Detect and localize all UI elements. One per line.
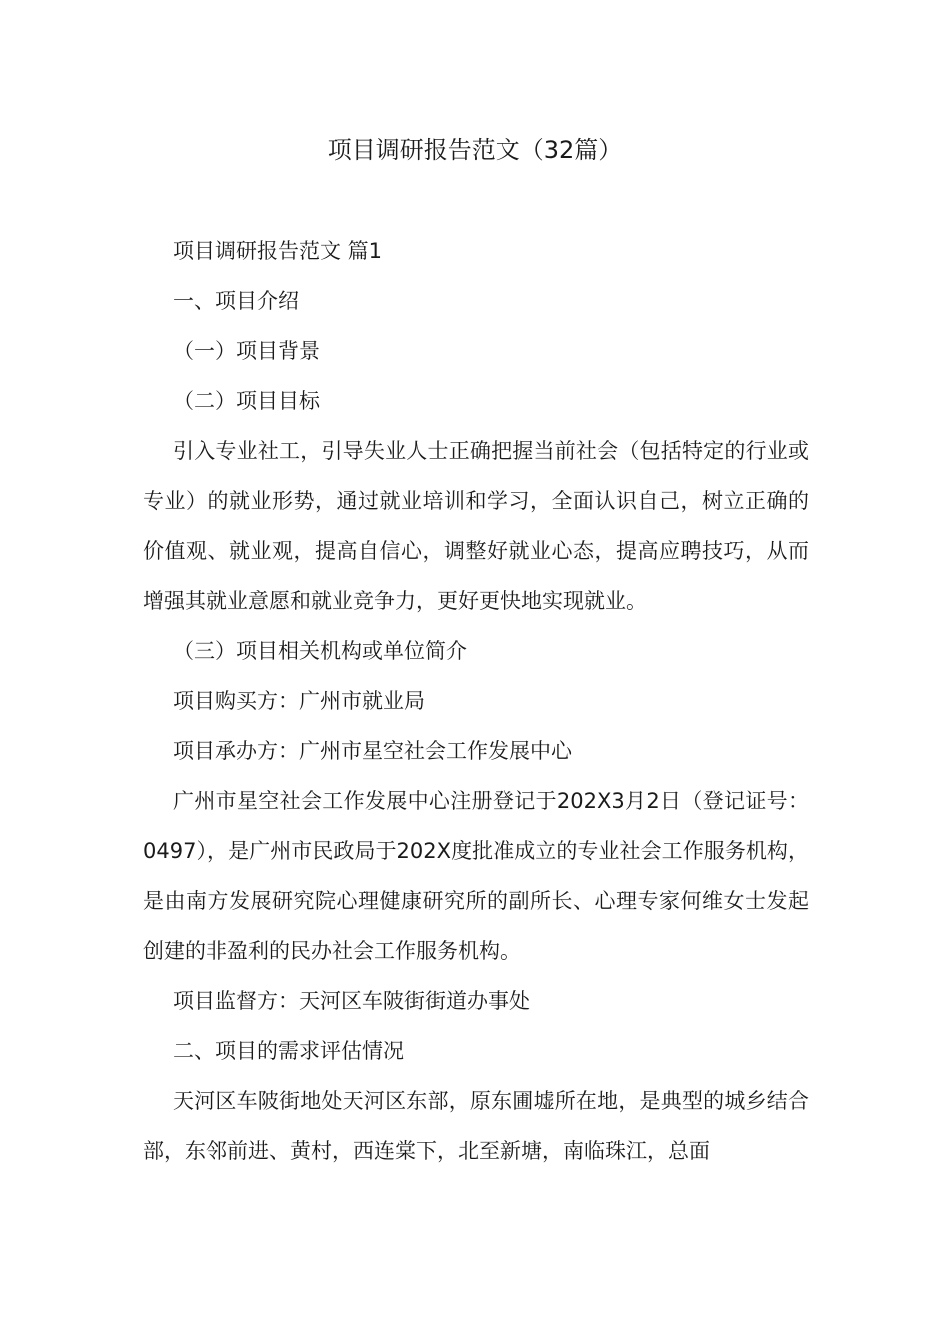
body-paragraph: 天河区车陂街地处天河区东部，原东圃墟所在地，是典型的城乡结合部，东邻前进、黄村，西连棠下，北至新塘，南临珠江，总面: [143, 1089, 809, 1163]
document-body: [143, 226, 809, 1176]
body-paragraph: 项目承办方：广州市星空社会工作发展中心: [173, 739, 572, 763]
body-paragraph: 引入专业社工，引导失业人士正确把握当前社会（包括特定的行业或专业）的就业形势，通过就业培训和学习，全面认识自己，树立正确的价值观、就业观，提高自信心，调整好就业心态，提高应聘技巧，从而增强其就业意愿和就业竞争力，更好更快地实现就业。: [143, 439, 809, 613]
body-paragraph: 项目监督方：天河区车陂街街道办事处: [173, 989, 530, 1013]
subsection-heading: （二）项目目标: [173, 389, 320, 413]
subsection-heading: （三）项目相关机构或单位简介: [173, 639, 467, 663]
document-title: 项目调研报告范文（32篇）: [327, 136, 623, 164]
body-paragraph: 项目购买方：广州市就业局: [173, 689, 425, 713]
section-heading: 一、项目介绍: [173, 289, 299, 313]
body-paragraph: 广州市星空社会工作发展中心注册登记于202X3月2日（登记证号：0497），是广州市民政局于202X度批准成立的专业社会工作服务机构，是由南方发展研究院心理健康研究所的副所长、心理专家何维女士发起创建的非盈利的民办社会工作服务机构。: [143, 789, 809, 963]
section-heading: 二、项目的需求评估情况: [173, 1039, 404, 1063]
subsection-heading: （一）项目背景: [173, 339, 320, 363]
section-heading: 项目调研报告范文 篇1: [173, 239, 383, 263]
